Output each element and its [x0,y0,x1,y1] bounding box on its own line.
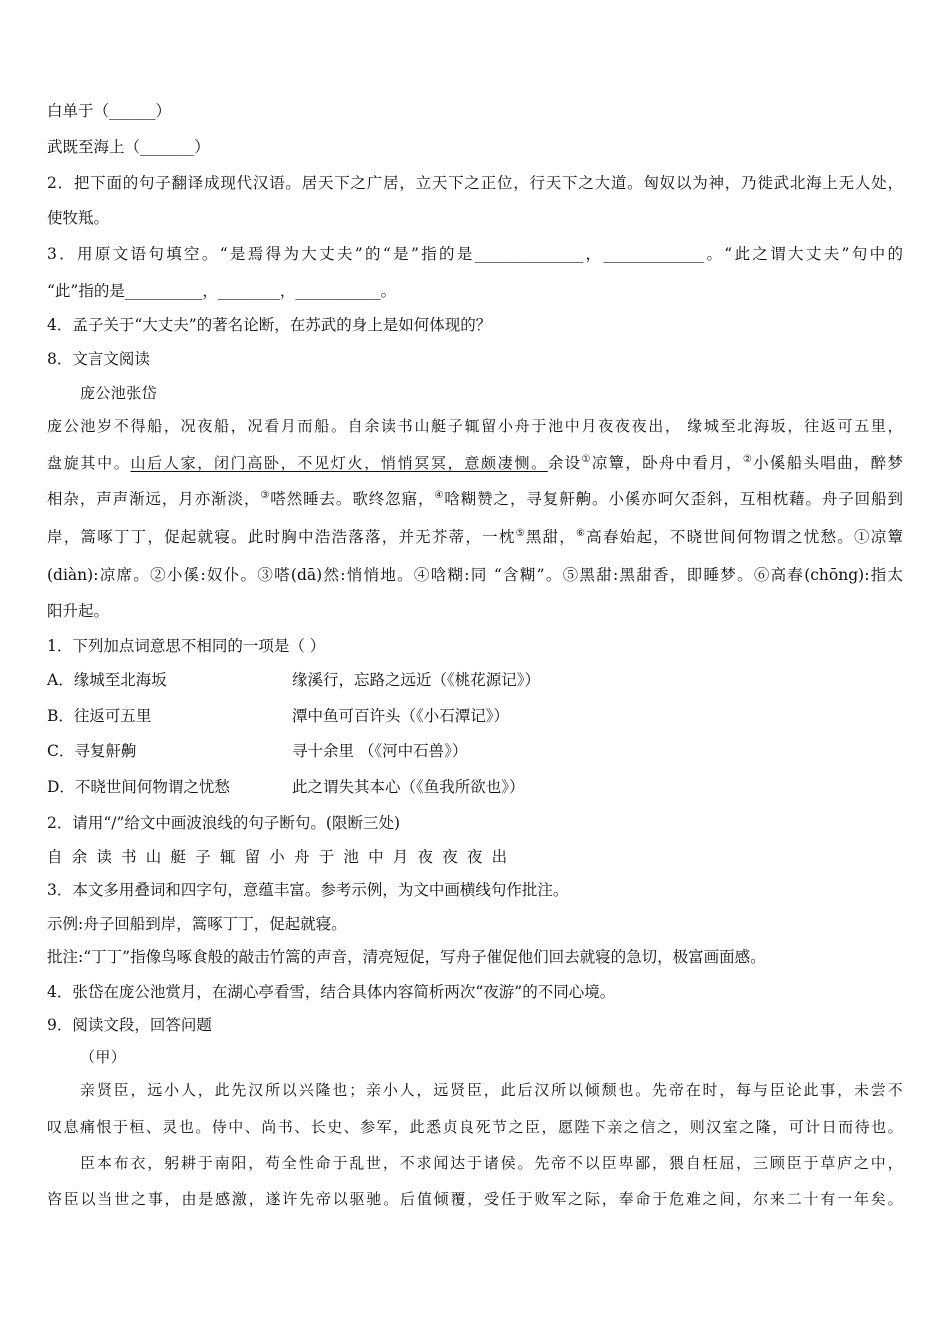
option-d-left: D．不晓世间何物谓之忧愁 [47,778,230,796]
option-b-left: B．往返可五里 [47,707,152,725]
passage-line-4 [47,527,903,547]
footnote-mark: ① [581,454,592,465]
passage-text: 小傒船头唱曲，醉梦 [753,454,903,472]
passage-text: 嗒然睡去。歌终忽寤， [270,490,435,508]
option-a-left: A．缘城至北海坂 [47,671,167,689]
option-c-left: C．寻复鼾齁 [47,742,137,760]
passage-line-3 [47,489,903,509]
option-b-right: 潭中鱼可百许头（《小石潭记》） [292,707,510,725]
footnote-mark: ② [742,454,754,465]
footnotes-line-1: (diàn):凉席。②小傒:奴仆。③嗒(dā)然:悄悄地。④唅糊:同 “含糊”。⑤黑甜:黑甜香，即睡梦。⑥高春(chōng):指太 [47,566,903,584]
passage-label: （甲） [80,1050,127,1066]
q7-question-3-cont: “此”指的是__________，________，___________。 [47,282,397,300]
s8-question-4: 4．张岱在庞公池赏月，在湖心亭看雪，结合具体内容简析两次“夜游”的不同心境。 [47,983,616,1001]
underlined-sentence: 山后人家，闭门高卧，不见灯火，悄悄冥冥，意颇凄恻。 [130,456,548,472]
passage-title: 庞公池张岱 [80,386,158,402]
option-a [47,670,903,690]
s8-question-1: 1．下列加点词意思不相同的一项是（ ） [47,637,326,655]
passage-text: 盘旋其中。 [47,456,131,472]
s8-question-2: 2．请用“/”给文中画波浪线的句子断句。(限断三处) [47,814,401,832]
passage-text: 黑甜， [525,528,577,546]
footnote-mark: ⑥ [576,528,587,539]
passage-text: 余设 [547,454,582,472]
option-c-right: 寻十余里 （《河中石兽》） [292,742,468,760]
footnote-mark: ④ [434,490,445,501]
annotation-sample: 批注:“丁丁”指像鸟啄食般的敲击竹篙的声音，清亮短促，写舟子催促他们回去就寝的急切，极富画面感。 [47,948,766,966]
passage-text: 凉簟，卧舟中看月， [591,454,743,472]
q7-question-2-cont: 使牧羝。 [47,209,110,227]
footnote-mark: ③ [260,490,271,501]
q7-item-a: 白单于（______） [47,102,172,120]
q7-question-2: 2．把下面的句子翻译成现代汉语。居天下之广居，立天下之正位，行天下之大道。匈奴以为神，乃徙武北海上无人处， [47,174,903,192]
s8-question-3: 3．本文多用叠词和四字句，意蕴丰富。参考示例，为文中画横线句作批注。 [47,881,569,899]
option-c [47,741,903,761]
passage-line-2 [47,453,903,474]
passage-line-1: 庞公池岁不得船，况夜船，况看月而船。自余读书山艇子辄留小舟于池中月夜夜夜出， 缘城至北海坂，往返可五里， [47,419,903,435]
q7-question-4: 4．孟子关于“大丈夫”的著名论断，在苏武的身上是如何体现的？ [47,316,492,334]
footnote-mark: ⑤ [515,528,526,539]
passage-text: 相杂，声声渐远，月亦渐淡， [47,490,261,508]
jia-para1-line1: 亲贤臣，远小人，此先汉所以兴隆也；亲小人，远贤臣，此后汉所以倾颓也。先帝在时，每与臣论此事，未尝不 [80,1083,903,1099]
section-9-heading: 9．阅读文段，回答问题 [47,1016,212,1034]
sentence-to-punctuate: 自余读书山艇子辄留小舟于池中月夜夜夜出 [47,848,517,866]
annotation-example: 示例:舟子回船到岸，篙啄丁丁，促起就寝。 [47,915,347,933]
jia-para2-line2: 咨臣以当世之事，由是感激，遂许先帝以驱驰。后值倾覆，受任于败军之际，奉命于危难之间，尔来二十有一年矣。 [47,1192,903,1208]
option-a-right: 缘溪行，忘路之远近（《桃花源记》） [292,671,541,689]
option-d-right: 此之谓失其本心（《鱼我所欲也》） [292,778,525,796]
option-b [47,706,903,726]
passage-text: 高春始起，不晓世间何物谓之忧愁。①凉簟 [586,528,903,546]
q7-question-3: 3．用原文语句填空。“是焉得为大丈夫”的“是”指的是______________，_____________。“此之谓大丈夫”句中的 [47,245,903,263]
footnotes-line-2: 阳升起。 [47,602,110,620]
jia-para2-line1: 臣本布衣，躬耕于南阳，苟全性命于乱世，不求闻达于诸侯。先帝不以臣卑鄙，猥自枉屈，三顾臣于草庐之中， [80,1156,903,1172]
passage-text: 唅糊赞之，寻复鼾齁。小傒亦呵欠歪斜，互相枕藉。舟子回船到 [444,490,903,508]
jia-para1-line2: 叹息痛恨于桓、灵也。侍中、尚书、长史、参军，此悉贞良死节之臣，愿陛下亲之信之，则汉室之隆，可计日而待也。 [47,1120,903,1136]
option-d [47,777,903,797]
passage-text: 岸，篙啄丁丁，促起就寝。此时胸中浩浩落落，并无芥蒂，一枕 [47,528,516,546]
q7-item-b: 武既至海上（_______） [47,138,210,156]
section-8-heading: 8．文言文阅读 [47,350,150,368]
